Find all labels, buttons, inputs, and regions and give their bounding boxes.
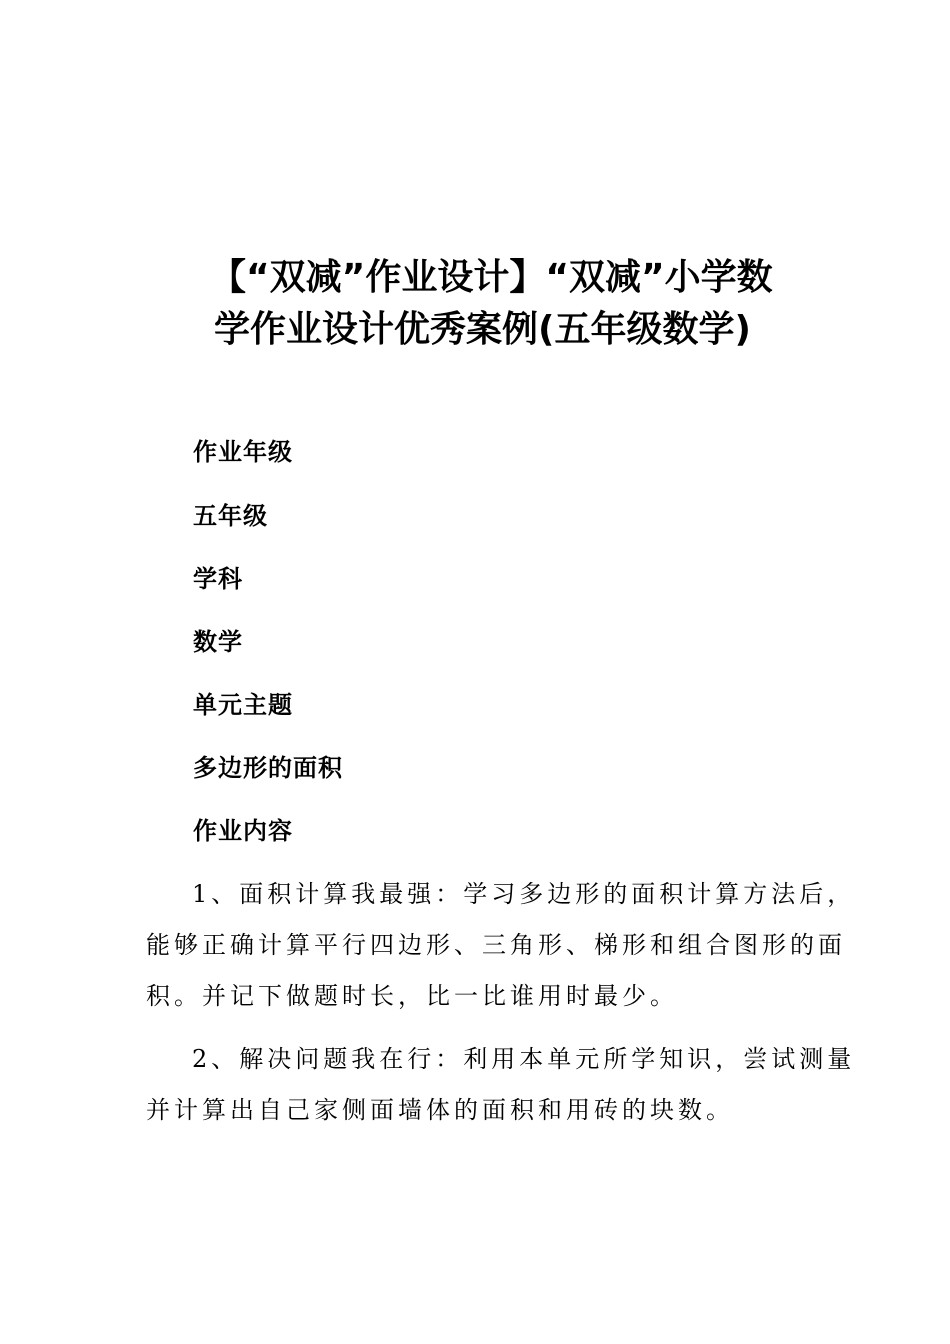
content-item-1-line-2: 能够正确计算平行四边形、三角形、梯形和组合图形的面 [146,931,846,959]
content-item-1-line-1: 1、面积计算我最强：学习多边形的面积计算方法后， [192,880,856,908]
content-item-2 [146,1034,856,1136]
field-label-grade: 作业年级 [193,438,293,466]
field-label-subject: 学科 [193,565,243,593]
field-value-grade: 五年级 [193,502,268,530]
content-item-2-line-2: 并计算出自己家侧面墙体的面积和用砖的块数。 [146,1096,734,1124]
content-item-1-line-3: 积。并记下做题时长，比一比谁用时最少。 [146,982,678,1010]
title-line-2: 学作业设计优秀案例(五年级数学) [214,309,751,350]
title-line-1: 【“双减”作业设计】“双减”小学数 [210,257,773,298]
field-label-content: 作业内容 [193,817,293,845]
field-value-unit-theme: 多边形的面积 [193,754,343,782]
field-label-unit-theme: 单元主题 [193,691,293,719]
field-value-subject: 数学 [193,628,243,656]
content-item-2-line-1: 2、解决问题我在行：利用本单元所学知识，尝试测量 [192,1045,856,1073]
document-title [210,252,830,356]
content-item-1 [146,869,856,1022]
